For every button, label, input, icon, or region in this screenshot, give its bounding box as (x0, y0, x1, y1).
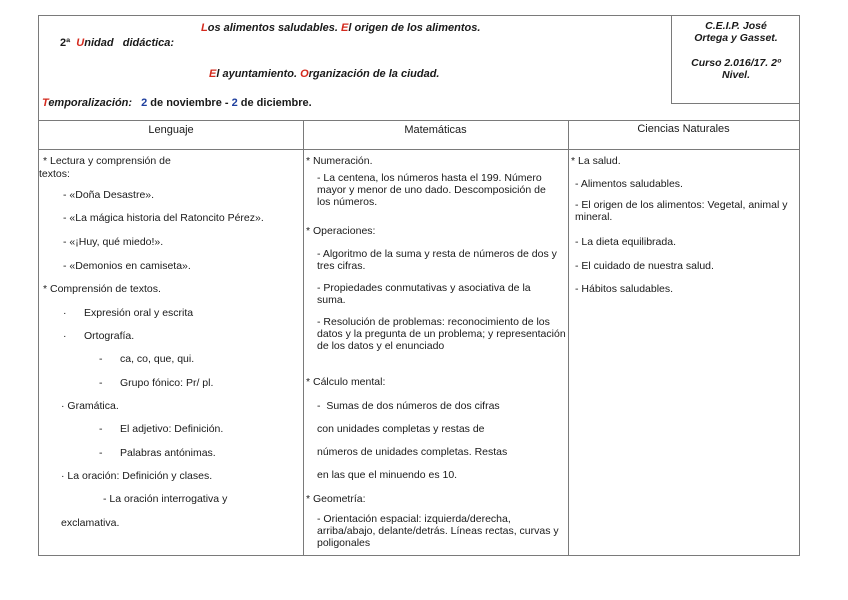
list-item: - «Doña Desastre». (63, 189, 155, 201)
list-item: - El cuidado de nuestra salud. (575, 260, 714, 272)
unit-text: nidad didáctica: (84, 37, 175, 49)
list-item: - «Demonios en camiseta». (63, 260, 191, 272)
list-item: - «¡Huy, qué miedo!». (63, 236, 164, 248)
list-item: - Palabras antónimas. (99, 447, 216, 459)
heading-ciencias: Ciencias Naturales (568, 120, 799, 150)
list-item: - Propiedades conmutativas y asociativa de la suma. (317, 282, 531, 306)
course-line-1: Curso 2.016/17. 2º (691, 57, 781, 69)
list-item: - «La mágica historia del Ratoncito Pérez». (63, 212, 264, 224)
list-item: * Geometría: (306, 493, 366, 505)
list-item: con unidades completas y restas de (317, 423, 485, 435)
list-item: * Comprensión de textos. (43, 283, 161, 295)
list-item: - La centena, los números hasta el 199. Número mayor y menor de uno dado. Descomposición de los números. (317, 172, 546, 208)
list-item: - El adjetivo: Definición. (99, 423, 224, 435)
list-item: · Gramática. (61, 400, 119, 412)
list-item: * Lectura y comprensión de (43, 155, 171, 167)
unit-label (60, 37, 174, 49)
list-item: - El origen de los alimentos: Vegetal, animal y mineral. (575, 199, 788, 223)
unit-initial: U (76, 37, 85, 49)
school-name-2: Ortega y Gasset. (694, 32, 778, 44)
list-item: - Orientación espacial: izquierda/derecha, arriba/abajo, delante/detrás. Líneas rectas, curvas y poligonales (317, 513, 559, 549)
column-divider (303, 120, 304, 555)
list-item: textos: (39, 168, 70, 180)
list-item: en las que el minuendo es 10. (317, 469, 458, 481)
list-item: - ca, co, que, qui. (99, 353, 195, 365)
unit-title-2: El ayuntamiento. Organización de la ciudad. (209, 68, 440, 80)
list-item: números de unidades completas. Restas (317, 446, 508, 458)
list-item: exclamativa. (61, 517, 120, 529)
heading-matematicas: Matemáticas (303, 120, 568, 150)
list-item: - La oración interrogativa y (103, 493, 228, 505)
column-divider (568, 120, 569, 555)
list-item: - Sumas de dos números de dos cifras (317, 400, 500, 412)
list-item: · Ortografía. (63, 330, 135, 342)
list-item: - Algoritmo de la suma y resta de números de dos y tres cifras. (317, 248, 557, 272)
unit-title-1: Los alimentos saludables. El origen de los alimentos. (201, 22, 481, 34)
planning-table (38, 15, 800, 556)
temporalizacion: Temporalización: 2 de noviembre - 2 de diciembre. (42, 97, 312, 109)
list-item: - La dieta equilibrada. (575, 236, 676, 248)
list-item: - Alimentos saludables. (575, 178, 683, 190)
school-box (671, 16, 799, 104)
course-line-2: Nivel. (721, 69, 750, 81)
list-item: * Numeración. (306, 155, 373, 167)
school-name-1: C.E.I.P. José (705, 20, 767, 32)
list-item: · Expresión oral y escrita (63, 307, 194, 319)
table-header (39, 16, 799, 121)
list-item: * Cálculo mental: (306, 376, 386, 388)
unit-number: 2ª (60, 37, 71, 49)
list-item: * Operaciones: (306, 225, 376, 237)
heading-lenguaje: Lenguaje (39, 120, 303, 150)
list-item: - Resolución de problemas: reconocimiento de los datos y la pregunta de un problema; y representación de los datos y el enunciado (317, 316, 566, 352)
list-item: - Grupo fónico: Pr/ pl. (99, 377, 214, 389)
list-item: · La oración: Definición y clases. (61, 470, 213, 482)
list-item: - Hábitos saludables. (575, 283, 674, 295)
list-item: * La salud. (571, 155, 621, 167)
